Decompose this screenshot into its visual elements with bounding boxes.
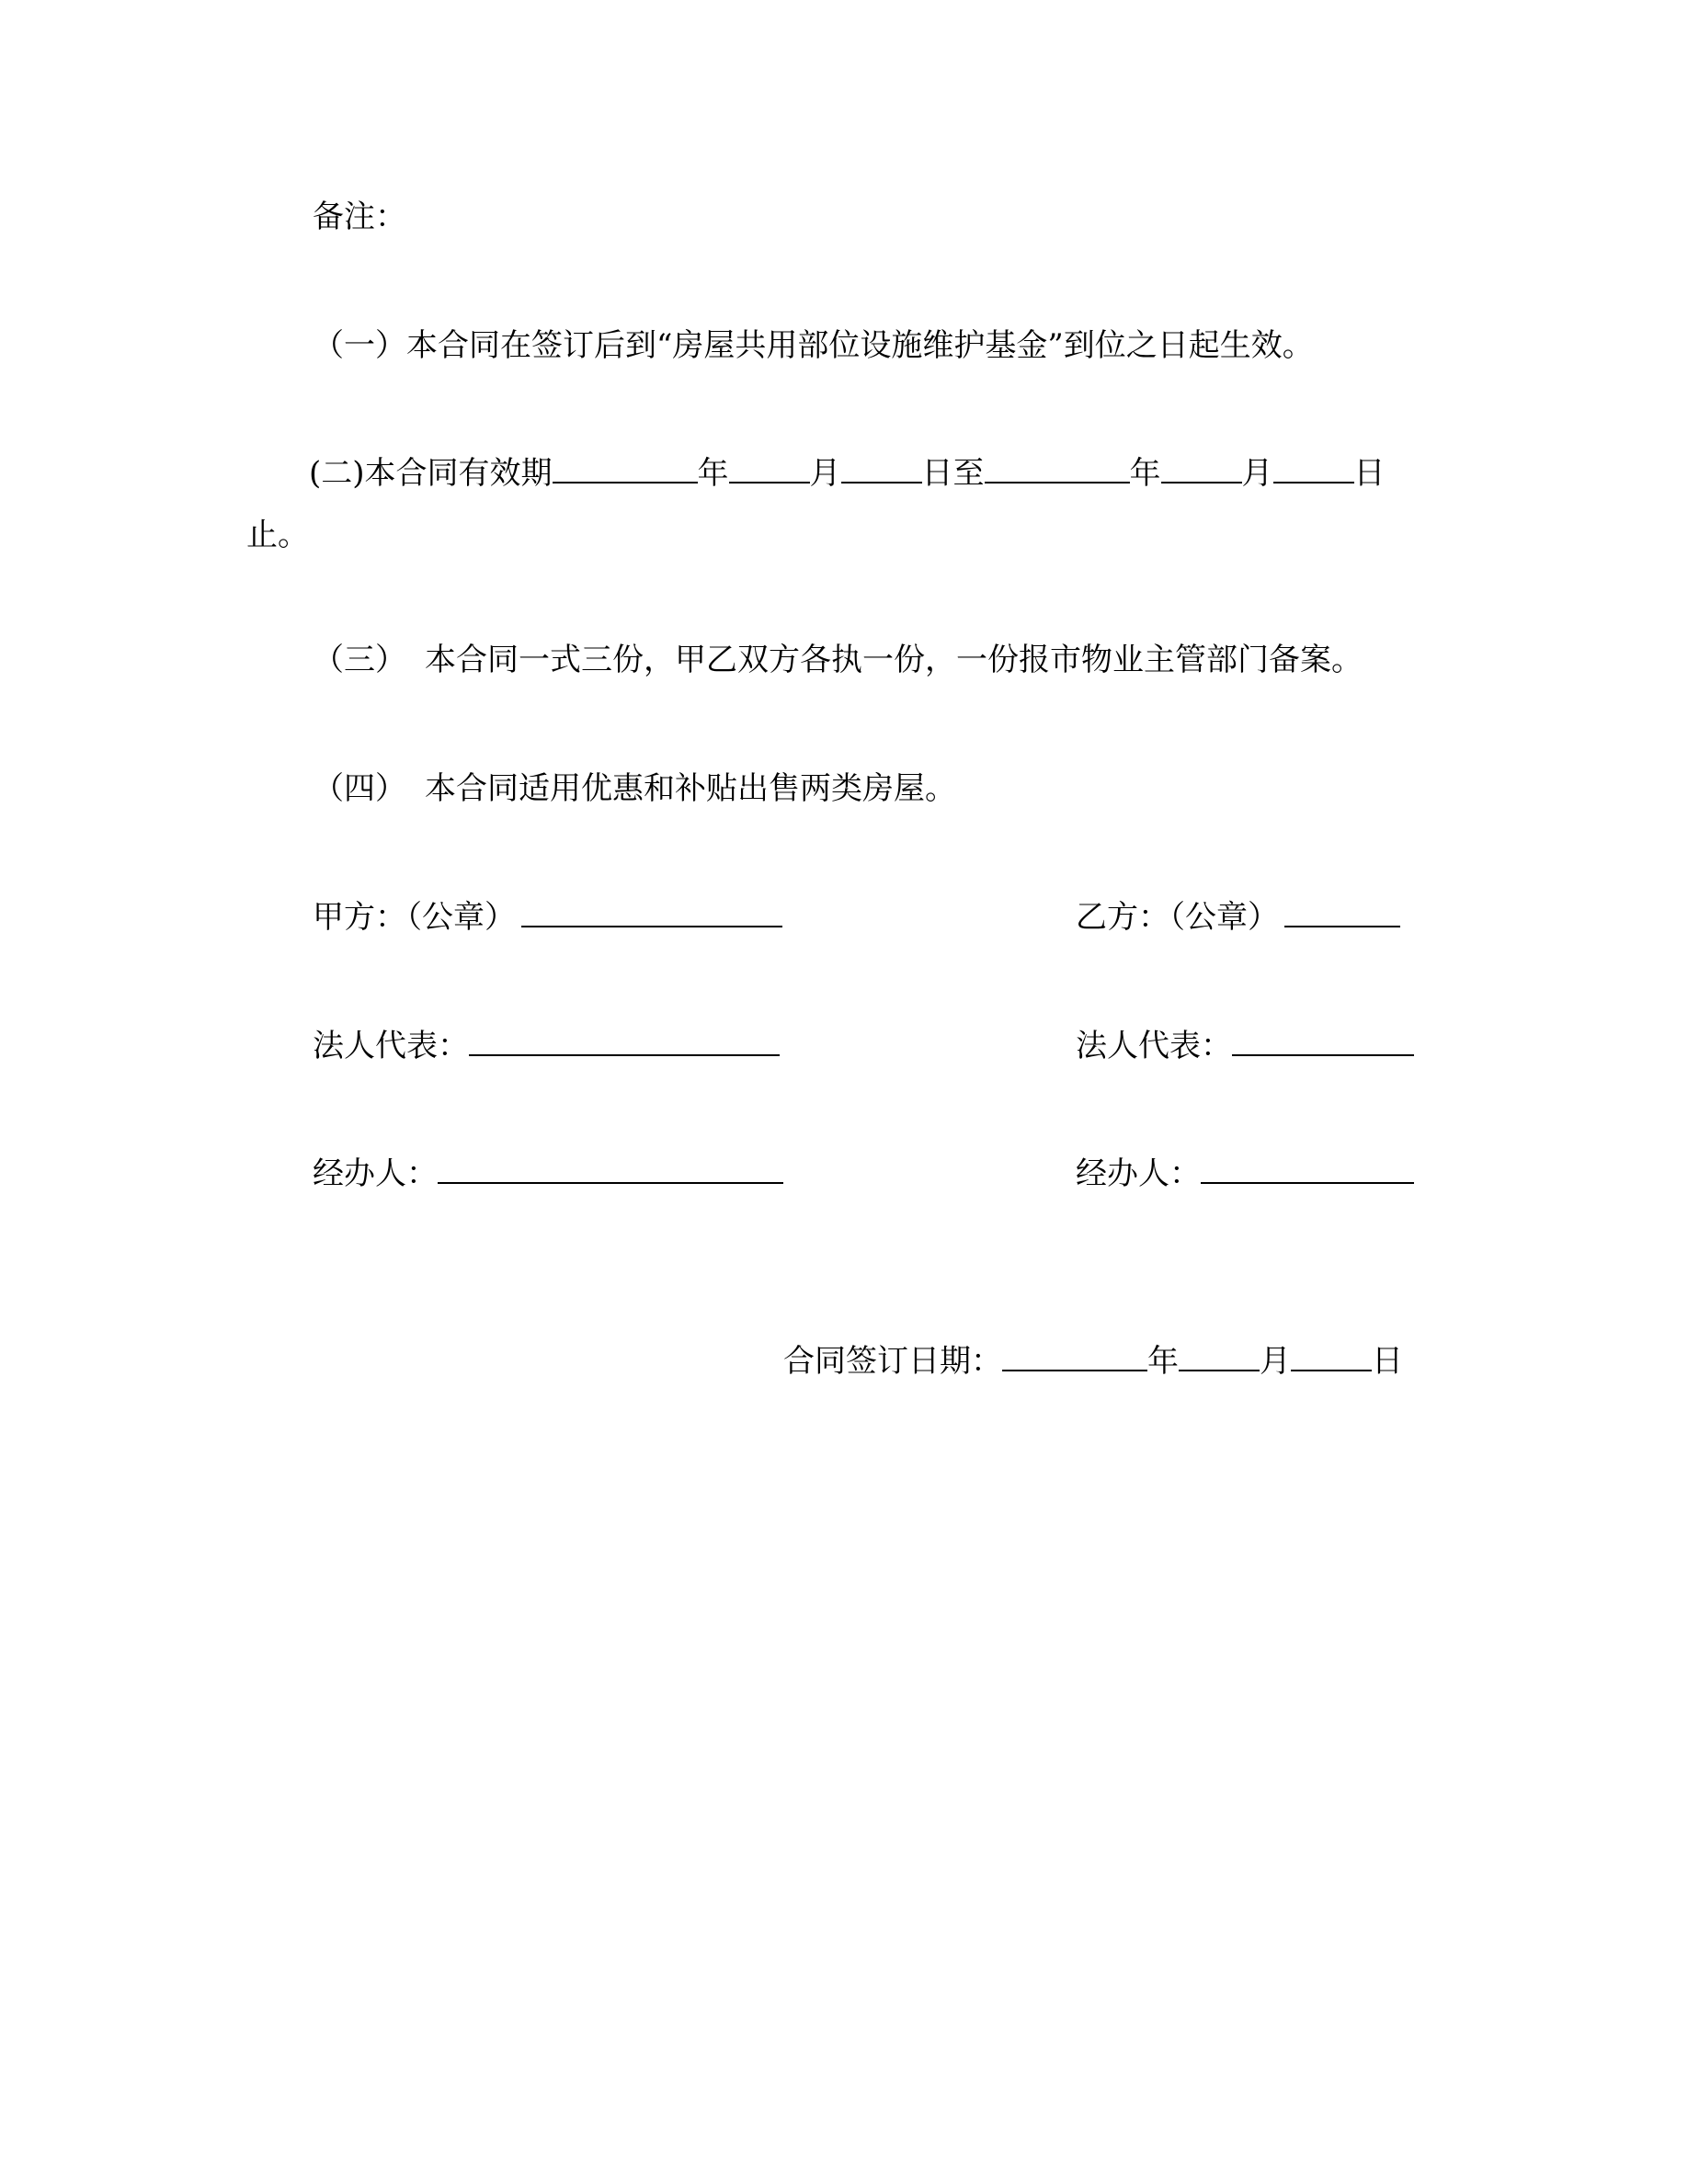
agent-b-row bbox=[1076, 1151, 1414, 1191]
party-b-seal-field[interactable] bbox=[1284, 894, 1400, 927]
rep-a-field[interactable] bbox=[469, 1023, 780, 1056]
item-3-text: 本合同一式三份，甲乙双方各执一份，一份报市物业主管部门备案。 bbox=[425, 642, 1363, 678]
item-4-text: 本合同适用优惠和补贴出售两类房屋。 bbox=[425, 770, 956, 807]
agent-b-field[interactable] bbox=[1201, 1151, 1414, 1184]
end-month-field[interactable] bbox=[1161, 450, 1242, 483]
item-2-prefix: (二)本合同有效期 bbox=[309, 455, 553, 492]
remarks-item-1 bbox=[313, 325, 1314, 366]
item-2-end-text: 止。 bbox=[246, 517, 309, 553]
start-year-field[interactable] bbox=[553, 450, 698, 483]
item-3-number: （三） bbox=[313, 642, 406, 678]
rep-a-label: 法人代表： bbox=[313, 1028, 469, 1064]
item-2-year2-label: 年 bbox=[1129, 455, 1161, 492]
sign-date-month-field[interactable] bbox=[1179, 1338, 1260, 1371]
rep-b-field[interactable] bbox=[1232, 1023, 1414, 1056]
sign-date-label: 合同签订日期： bbox=[783, 1343, 1002, 1380]
item-4-number: （四） bbox=[313, 770, 406, 807]
party-b-seal-row bbox=[1076, 894, 1400, 935]
rep-b-row bbox=[1076, 1023, 1414, 1064]
item-2-day2-label: 日 bbox=[1353, 455, 1386, 492]
item-2-month-label: 月 bbox=[809, 455, 841, 492]
remarks-title-text: 备注： bbox=[313, 199, 406, 235]
remarks-item-4 bbox=[313, 768, 956, 809]
item-2-year-label: 年 bbox=[697, 455, 729, 492]
agent-a-field[interactable] bbox=[438, 1151, 783, 1184]
agent-a-label: 经办人： bbox=[313, 1155, 438, 1192]
party-a-seal-row bbox=[313, 894, 782, 935]
rep-b-label: 法人代表： bbox=[1076, 1028, 1232, 1064]
agent-b-label: 经办人： bbox=[1076, 1155, 1201, 1192]
remarks-item-3 bbox=[313, 640, 1363, 680]
sign-date-day-field[interactable] bbox=[1291, 1338, 1372, 1371]
remarks-item-2 bbox=[309, 450, 1386, 491]
start-month-field[interactable] bbox=[729, 450, 810, 483]
rep-a-row bbox=[313, 1023, 780, 1064]
remarks-item-1-text: （一）本合同在签订后到“房屋共用部位设施维护基金”到位之日起生效。 bbox=[313, 327, 1314, 364]
sign-date-year-label: 年 bbox=[1147, 1343, 1179, 1380]
sign-date-year-field[interactable] bbox=[1002, 1338, 1147, 1371]
item-2-month2-label: 月 bbox=[1241, 455, 1273, 492]
agent-a-row bbox=[313, 1151, 783, 1191]
party-a-label: 甲方：（公章） bbox=[313, 899, 516, 936]
start-day-field[interactable] bbox=[841, 450, 922, 483]
sign-date-row bbox=[783, 1338, 1403, 1379]
sign-date-month-label: 月 bbox=[1260, 1343, 1291, 1380]
remarks-item-2-end bbox=[246, 515, 309, 555]
item-2-day-to-label: 日至 bbox=[921, 455, 985, 492]
sign-date-day-label: 日 bbox=[1372, 1343, 1403, 1380]
end-year-field[interactable] bbox=[985, 450, 1130, 483]
party-a-seal-field[interactable] bbox=[521, 894, 782, 927]
end-day-field[interactable] bbox=[1273, 450, 1354, 483]
remarks-title bbox=[313, 197, 406, 237]
party-b-label: 乙方：（公章） bbox=[1076, 899, 1279, 936]
